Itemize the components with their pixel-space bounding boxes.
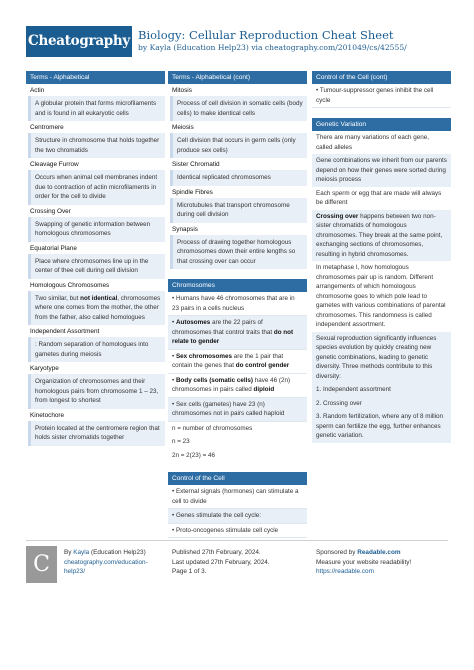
chromosome-fact xyxy=(168,350,307,374)
term-label: Kinetochore xyxy=(26,409,165,421)
footer-dates xyxy=(172,548,312,577)
term-definition: : Random separation of homologues into gametes during meiosis xyxy=(28,337,165,362)
term-definition: Structure in chromosome that holds together the two chromatids xyxy=(28,133,165,158)
fact-emphasis: Sex chromosomes xyxy=(175,352,232,360)
column-terms-1 xyxy=(26,71,165,446)
fact-text: • xyxy=(172,319,176,326)
section-heading-control-cont: Control of the Cell (cont) xyxy=(312,71,451,84)
author-suffix: (Education Help23) xyxy=(89,549,146,556)
page-title: Biology: Cellular Reproduction Cheat Sheet xyxy=(138,28,394,42)
term-definition: Occurs when animal cell membranes indent due to contraction of actin microfilaments in order for the cell to divide xyxy=(28,170,165,205)
cheatography-footer-logo[interactable]: C xyxy=(26,546,57,583)
sponsor-link[interactable]: Readable.com xyxy=(357,549,401,556)
cheatography-logo[interactable]: Cheatography xyxy=(26,26,132,57)
variation-paragraph: Each sperm or egg that are made will always be different xyxy=(316,189,442,206)
term-definition: Cell division that occurs in germ cells (only produce sex cells) xyxy=(170,133,307,158)
term-label: Karyotype xyxy=(26,362,165,374)
control-fact: • Proto-oncogenes stimulate cell cycle xyxy=(168,524,307,539)
term-label: Crossing Over xyxy=(26,205,165,217)
variation-paragraph: Sexual reproduction significantly influences species evolution by quickly creating new genetic combinations, leading to genetic diversity. Three methods contribute to this diversity: xyxy=(312,332,451,384)
sponsor-tagline: Measure your website readability! xyxy=(316,558,412,566)
published-date: Published 27th February, 2024. xyxy=(172,549,261,556)
sponsor-url[interactable]: https://readable.com xyxy=(316,568,374,575)
page-number: Page 1 of 3. xyxy=(172,568,207,575)
equation-line: 2n = 2(23) = 46 xyxy=(172,451,216,459)
term-definition: Place where chromosomes line up in the center of thee cell during cell division xyxy=(28,254,165,279)
chromosome-fact: • Humans have 46 chromosomes that are in 23 pairs in a cells nucleus xyxy=(168,292,307,316)
control-fact: • Genes stimulate the cell cycle: xyxy=(168,509,307,524)
term-label: Synapsis xyxy=(168,223,307,235)
term-label: Meiosis xyxy=(168,121,307,133)
fact-emphasis: Autosomes xyxy=(175,319,211,326)
term-definition: Microtubules that transport chromosome during cell division xyxy=(170,198,307,223)
variation-list-item: 2. Crossing over xyxy=(312,397,451,411)
def-text: , chromosomes where one comes from the mother, the other from the father, also called homologues xyxy=(35,294,161,321)
fact-text: are the 22 pairs of chromosomes that control traits that xyxy=(172,319,274,336)
term-definition: Swapping of genetic information between homologous chromosomes xyxy=(28,217,165,242)
variation-paragraph xyxy=(312,210,451,262)
section-heading-chromosomes: Chromosomes xyxy=(168,279,307,292)
section-heading-genetic-variation: Genetic Variation xyxy=(312,118,451,131)
equation-line: n = 23 xyxy=(172,438,190,445)
variation-text: happens between two non-sister chromatids of homologous chromosomes. They break at the same point, exchanging sections of chromosomes, resulting in hybrid chromosomes. xyxy=(316,212,443,258)
term-definition: A globular protein that forms microfilaments and is found in all eukaryotic cells xyxy=(28,96,165,121)
author-profile-link[interactable]: cheatography.com/education-help23/ xyxy=(64,558,148,575)
term-label: Equatorial Plane xyxy=(26,242,165,254)
column-terms-2 xyxy=(168,71,307,538)
variation-paragraph: Gene combinations we inherit from our parents depend on how their genes were sorted during meiosis process xyxy=(312,154,451,187)
fact-emphasis: Body cells (somatic cells) xyxy=(175,376,253,384)
def-emphasis: not identical xyxy=(80,294,118,302)
term-label: Spindle Fibres xyxy=(168,186,307,198)
section-heading-terms-cont: Terms - Alphabetical (cont) xyxy=(168,71,307,84)
term-label: Independent Assortment xyxy=(26,325,165,337)
by-prefix: By xyxy=(64,549,74,556)
def-text: Two similar, but xyxy=(35,294,81,302)
variation-paragraph: There are many variations of each gene, called alleles xyxy=(316,134,430,151)
section-heading-control: Control of the Cell xyxy=(168,472,307,485)
equation-line: n = number of chromosomes xyxy=(172,424,253,432)
term-definition: Process of cell division in somatic cells (body cells) to make identical cells xyxy=(170,96,307,121)
term-label: Mitosis xyxy=(168,84,307,96)
term-definition: Protein located at the centromere region that holds sister chromatids together xyxy=(28,421,165,446)
variation-emphasis: Crossing over xyxy=(316,212,359,220)
fact-text: • xyxy=(172,352,176,360)
column-3 xyxy=(312,71,451,443)
variation-paragraph: In metaphase I, how homologous chromosomes pair up is random. Different arrangements of which homologous chromosome goes to which pole lead to gametes with various combinations of parental chromosomes. This randomness is called independent assortment. xyxy=(316,264,446,328)
term-label: Homologous Chromosomes xyxy=(26,279,165,291)
control-fact: • External signals (hormones) can stimulate a cell to divide xyxy=(168,485,307,509)
term-label: Actin xyxy=(26,84,165,96)
variation-list-item: 1. Independent assortment xyxy=(312,383,451,397)
variation-list-item: 3. Random fertilization, where any of 8 million sperm can fertilize the egg, further enhances genetic variation. xyxy=(312,410,451,443)
sponsor-prefix: Sponsored by xyxy=(316,549,358,556)
chromosome-fact: • Sex cells (gametes) have 23 (n) chromosomes not in pairs called haploid xyxy=(168,398,307,422)
section-heading-terms: Terms - Alphabetical xyxy=(26,71,165,84)
updated-date: Last updated 27th February, 2024. xyxy=(172,558,270,566)
term-label: Sister Chromatid xyxy=(168,158,307,170)
fact-text: • xyxy=(172,376,176,384)
byline-link[interactable]: by Kayla (Education Help23) via cheatography.com/201049/cs/42555/ xyxy=(138,43,407,52)
term-label: Centromere xyxy=(26,121,165,133)
page-footer xyxy=(26,540,448,584)
term-label: Cleavage Furrow xyxy=(26,158,165,170)
fact-text: have 46 (2n) chromosomes in pairs called xyxy=(172,376,291,393)
chromosome-fact xyxy=(168,374,307,398)
fact-emphasis: do not relate to gender xyxy=(172,328,294,345)
page-header xyxy=(0,0,474,66)
footer-sponsor xyxy=(316,548,448,577)
footer-author xyxy=(64,548,164,577)
term-definition: Process of drawing together homologous chromosomes down their entire lengths so that crossing over can occur xyxy=(170,235,307,270)
term-definition: Identical replicated chromosomes xyxy=(170,170,307,186)
fact-emphasis: diploid xyxy=(253,386,275,393)
fact-text: are the 1 pair that contain the genes that xyxy=(172,352,284,369)
control-fact: • Tumour-suppressor genes inhibit the cell cycle xyxy=(312,84,451,108)
chromosome-fact xyxy=(168,316,307,350)
term-definition: Organization of chromosomes and their homologous pairs from chromosome 1 – 23, from longest to shortest xyxy=(28,374,165,409)
fact-emphasis: do control gender xyxy=(235,362,290,369)
term-definition xyxy=(28,291,165,326)
author-link[interactable]: Kayla xyxy=(73,549,90,556)
